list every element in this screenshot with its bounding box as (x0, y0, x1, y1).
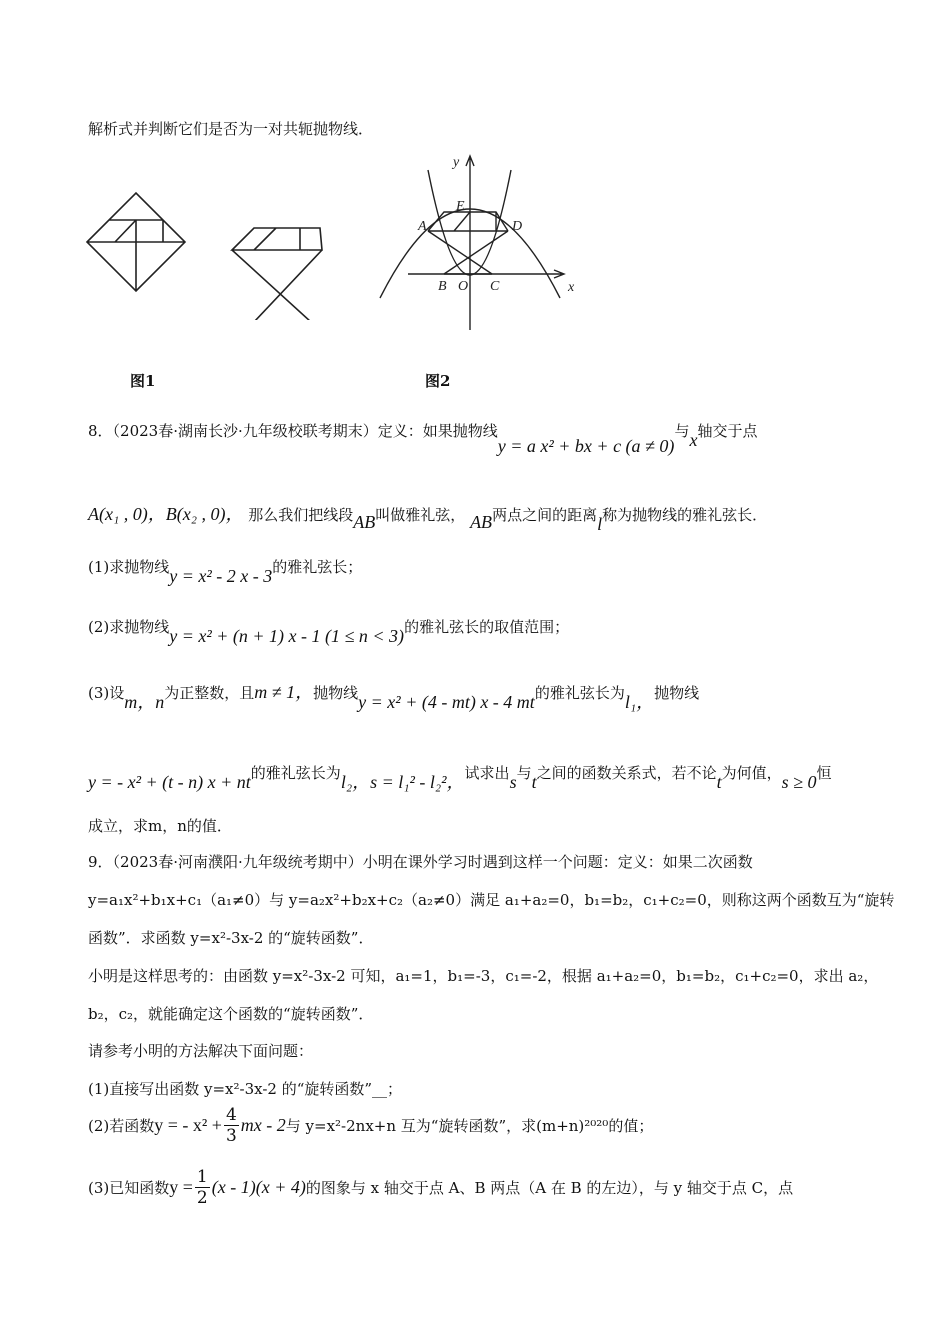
denominator: 3 (225, 1126, 237, 1146)
q9-line5: b₂，c₂，就能确定这个函数的“旋转函数”． (88, 1005, 374, 1023)
math: y = (169, 1177, 193, 1197)
q9-line3: 函数”．求函数 y=x²-3x-2 的“旋转函数”． (88, 929, 374, 947)
figure-1-diamond (80, 190, 380, 320)
text: 那么我们把线段 (248, 506, 354, 524)
q8-part3-end: 成立，求m，n的值． (88, 817, 232, 835)
text: 的雅礼弦长为 (250, 764, 341, 782)
text: 的图象与 x 轴交于点 A、B 两点（A 在 B 的左边），与 y 轴交于点 C，点 (305, 1179, 794, 1197)
math: t (716, 772, 722, 792)
q9-line6: 请参考小明的方法解决下面问题： (88, 1042, 314, 1060)
q9-part2 (88, 1105, 653, 1146)
intro-text: 解析式并判断它们是否为一对共轭抛物线． (88, 120, 374, 138)
label-A: A (418, 219, 427, 234)
text: (1)求抛物线 (88, 558, 170, 576)
text: 的雅礼弦长为 (534, 684, 625, 702)
label-O: O (458, 279, 469, 294)
math: y = x² + (n + 1) x - 1 (1 ≤ n < 3) (169, 626, 405, 646)
label-y: y (453, 155, 460, 170)
math: s (509, 772, 517, 792)
math: y = - x² + (t - n) x + nt (88, 772, 251, 792)
q8-part3 (88, 678, 700, 712)
q9-line2: y=a₁x²+b₁x+c₁（a₁≠0）与 y=a₂x²+b₂x+c₂（a₂≠0）满足 a₁+a₂=0，b₁=b₂，c₁+c₂=0，则称这两个函数互为“旋转 (88, 891, 895, 909)
label-B: B (438, 279, 447, 294)
fraction (224, 1105, 239, 1146)
math: m ≠ 1， (254, 682, 314, 702)
math: m，n (124, 692, 165, 712)
math: A(x₁ , 0)，B(x₂ , 0)， (88, 504, 244, 524)
text: 8．（2023春·湖南长沙·九年级校联考期末）定义：如果抛物线 (88, 422, 498, 440)
text: 抛物线 (313, 684, 359, 702)
text: 之间的函数关系式，若不论 (536, 764, 717, 782)
numerator: 1 (196, 1167, 208, 1187)
text: 叫做雅礼弦， (375, 506, 466, 524)
label-D: D (512, 219, 523, 234)
math: y = x² + (4 - mt) x - 4 mt (358, 692, 535, 712)
math: l (597, 514, 603, 534)
q9-part1: (1)直接写出函数 y=x²-3x-2 的“旋转函数”__； (88, 1080, 403, 1098)
text: 与 (516, 764, 532, 782)
q8-part2 (88, 616, 570, 646)
q9-line1: 9．（2023春·河南濮阳·九年级统考期中）小明在课外学习时遇到这样一个问题：定义：如果二次函数 (88, 853, 753, 871)
math: AB (353, 512, 376, 532)
text: 为何值， (721, 764, 782, 782)
text: 与 y=x²-2nx+n 互为“旋转函数”，求(m+n)²⁰²⁰的值； (285, 1117, 654, 1135)
text: 抛物线 (654, 684, 700, 702)
math: (x - 1)(x + 4) (211, 1177, 306, 1197)
math: y = a x² + bx + c (a ≠ 0) (497, 436, 675, 456)
text: 恒 (816, 764, 832, 782)
text: 两点之间的距离 (492, 506, 598, 524)
text: (3)已知函数 (88, 1179, 170, 1197)
denominator: 2 (196, 1188, 208, 1208)
q8-part1 (88, 556, 363, 586)
math: y = - x² + (154, 1115, 222, 1135)
q8-line2 (88, 500, 768, 534)
text: 轴交于点 (697, 422, 758, 440)
text: 与 (674, 422, 690, 440)
math: l₁， (624, 692, 655, 712)
text: (2)若函数 (88, 1117, 155, 1135)
math: s = l₁² - l₂²， (370, 772, 465, 792)
figure-1-caption: 图1 (130, 372, 156, 390)
text: (2)求抛物线 (88, 618, 170, 636)
fraction (195, 1167, 210, 1208)
math: t (531, 772, 537, 792)
label-x: x (568, 280, 575, 295)
figure-2-parabolas (378, 150, 588, 335)
math: y = x² - 2 x - 3 (169, 566, 273, 586)
q8-part3-cont (88, 758, 832, 792)
q9-line4: 小明是这样思考的：由函数 y=x²-3x-2 可知，a₁=1，b₁=-3，c₁=-2，根据 a₁+a₂=0，b₁=b₂，c₁+c₂=0，求出 a₂， (88, 967, 879, 985)
math: AB (470, 512, 493, 532)
text: (3)设 (88, 684, 125, 702)
math: s ≥ 0 (781, 772, 817, 792)
numerator: 4 (225, 1105, 237, 1125)
q9-part3 (88, 1167, 793, 1208)
label-E: E (456, 199, 465, 214)
math: l₂， (340, 772, 371, 792)
text: 试求出 (464, 764, 510, 782)
text: 的雅礼弦长的取值范围； (404, 618, 570, 636)
math: x (689, 430, 698, 450)
text: 称为抛物线的雅礼弦长． (602, 506, 768, 524)
figure-2-caption: 图2 (425, 372, 451, 390)
text: 为正整数，且 (164, 684, 255, 702)
text: 的雅礼弦长； (272, 558, 363, 576)
q8-line1 (88, 420, 758, 456)
math: mx - 2 (240, 1115, 286, 1135)
label-C: C (490, 279, 500, 294)
